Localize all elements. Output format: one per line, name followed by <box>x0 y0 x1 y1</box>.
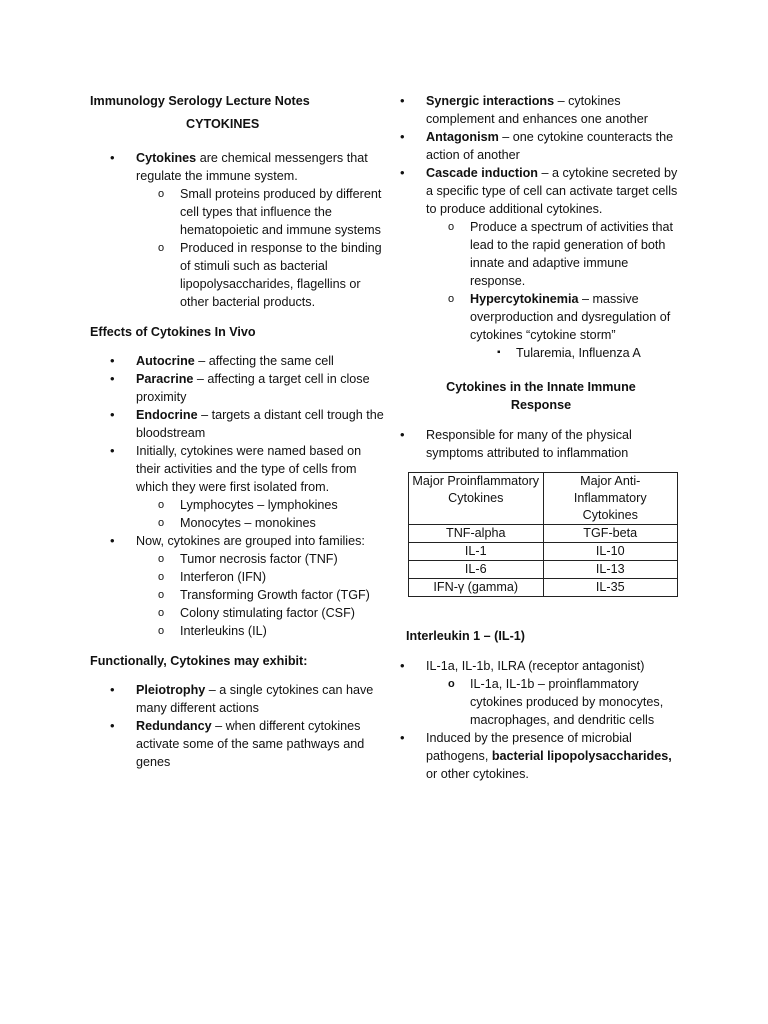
table-header: Major Proinflammatory Cytokines <box>409 473 544 525</box>
bullet-icon: • <box>110 371 115 386</box>
sub-item <box>380 675 686 729</box>
circle-bullet-icon: o <box>158 571 165 583</box>
sub-sub-list <box>470 344 686 362</box>
sub-item <box>90 622 385 640</box>
item-text: Transforming Growth factor (TGF) <box>180 588 370 602</box>
bullet-icon: • <box>110 443 115 458</box>
list-item <box>90 352 385 370</box>
term: Cytokines <box>136 151 197 165</box>
sub-list <box>426 218 686 362</box>
circle-bullet-icon: o <box>448 678 455 690</box>
item-text: Colony stimulating factor (CSF) <box>180 606 355 620</box>
list-item <box>380 92 686 128</box>
item-text: – affecting the same cell <box>194 354 334 368</box>
list-item <box>380 657 686 729</box>
table-cell: TGF-beta <box>543 525 678 543</box>
sub-list <box>136 185 385 311</box>
list-item <box>380 426 686 462</box>
table-cell: IL-13 <box>543 561 678 579</box>
effects-list <box>90 352 385 640</box>
circle-bullet-icon: o <box>448 293 455 305</box>
term: Hypercytokinemia <box>470 292 579 306</box>
list-item <box>90 149 385 311</box>
item-text: – affecting a target cell in close proximity <box>136 372 370 404</box>
bullet-icon: • <box>400 165 405 180</box>
table-header: Major Anti-Inflammatory Cytokines <box>543 473 678 525</box>
list-item <box>380 164 686 362</box>
document-title: Immunology Serology Lecture Notes <box>90 94 310 108</box>
list-item <box>90 370 385 406</box>
list-item <box>90 681 385 717</box>
circle-bullet-icon: o <box>158 517 165 529</box>
term: Endocrine <box>136 408 198 422</box>
item-text: Monocytes – monokines <box>180 516 316 530</box>
bullet-icon: • <box>110 718 115 733</box>
bullet-icon: • <box>110 353 115 368</box>
table-cell: IFN-γ (gamma) <box>409 579 544 597</box>
table-cell: TNF-alpha <box>409 525 544 543</box>
innate-list <box>380 426 686 462</box>
item-text: – a cytokine secreted by a specific type of cell can activate target cells to produce additional cytokines. <box>426 166 678 216</box>
interactions-list <box>380 92 686 362</box>
table-cell: IL-10 <box>543 543 678 561</box>
table-row <box>409 579 678 597</box>
term: Cascade induction <box>426 166 538 180</box>
item-text: Lymphocytes – lymphokines <box>180 498 338 512</box>
sub-item <box>90 586 385 604</box>
circle-bullet-icon: o <box>158 589 165 601</box>
circle-bullet-icon: o <box>158 242 165 254</box>
circle-bullet-icon: o <box>448 221 455 233</box>
table-cell: IL-6 <box>409 561 544 579</box>
list-item <box>380 128 686 164</box>
bullet-icon: • <box>400 129 405 144</box>
item-text: IL-1a, IL-1b – proinflammatory cytokines produced by monocytes, macrophages, and dendritic cells <box>470 677 664 727</box>
bullet-icon: • <box>400 427 405 442</box>
item-text: – targets a distant cell trough the bloodstream <box>136 408 384 440</box>
item-text: Interferon (IFN) <box>180 570 267 584</box>
bullet-icon: • <box>400 730 405 745</box>
innate-heading: Cytokines in the Innate Immune Response <box>446 380 636 412</box>
square-bullet-icon: ▪ <box>497 347 501 358</box>
term: Synergic interactions <box>426 94 555 108</box>
left-column <box>90 92 385 771</box>
functional-heading: Functionally, Cytokines may exhibit: <box>90 654 308 668</box>
item-text: Now, cytokines are grouped into families: <box>136 534 365 548</box>
item-text: Produce a spectrum of activities that lead to the rapid generation of both innate and adaptive immune response. <box>470 220 673 288</box>
list-item <box>380 729 686 783</box>
list-item <box>90 717 385 771</box>
table-header-row <box>409 473 678 525</box>
table-cell: IL-1 <box>409 543 544 561</box>
circle-bullet-icon: o <box>158 607 165 619</box>
list-item <box>90 532 385 640</box>
item-text: – massive overproduction and dysregulation of cytokines “cytokine storm” <box>470 292 671 342</box>
section-title: CYTOKINES <box>186 117 260 131</box>
circle-bullet-icon: o <box>158 553 165 565</box>
item-text: – a single cytokines can have many different actions <box>136 683 374 715</box>
sub-item <box>90 514 385 532</box>
item-text: – when different cytokines activate some of the same pathways and genes <box>136 719 365 769</box>
term: Antagonism <box>426 130 499 144</box>
table-cell: IL-35 <box>543 579 678 597</box>
item-text: are chemical messengers that regulate the immune system. <box>136 151 368 183</box>
term: Pleiotrophy <box>136 683 206 697</box>
item-text: Interleukins (IL) <box>180 624 267 638</box>
sub-sub-item <box>380 344 686 362</box>
sub-item <box>90 185 385 239</box>
sub-item <box>90 568 385 586</box>
effects-heading: Effects of Cytokines In Vivo <box>90 325 256 339</box>
item-text: Small proteins produced by different cell types that influence the hematopoietic and immune systems <box>180 187 382 237</box>
item-text: Produced in response to the binding of stimuli such as bacterial lipopolysaccharides, flagellins or other bacterial products. <box>180 241 382 309</box>
item-text: Induced by the presence of microbial pathogens, <box>426 731 632 763</box>
bullet-icon: • <box>110 150 115 165</box>
list-item <box>90 406 385 442</box>
bullet-icon: • <box>400 93 405 108</box>
table-row <box>409 543 678 561</box>
circle-bullet-icon: o <box>158 625 165 637</box>
item-text: – cytokines complement and enhances one another <box>426 94 648 126</box>
item-text: Tularemia, Influenza A <box>516 346 641 360</box>
item-text: IL-1a, IL-1b, ILRA (receptor antagonist) <box>426 659 645 673</box>
list-item <box>90 442 385 532</box>
sub-item <box>380 290 686 362</box>
item-text: or other cytokines. <box>426 767 529 781</box>
sub-list <box>136 496 385 532</box>
bullet-icon: • <box>110 533 115 548</box>
sub-list <box>136 550 385 640</box>
item-text: Tumor necrosis factor (TNF) <box>180 552 338 566</box>
cytokine-table <box>408 472 678 597</box>
term: bacterial lipopolysaccharides, <box>491 749 672 763</box>
bullet-icon: • <box>110 407 115 422</box>
sub-item <box>90 239 385 311</box>
circle-bullet-icon: o <box>158 188 165 200</box>
bullet-icon: • <box>400 658 405 673</box>
term: Autocrine <box>136 354 195 368</box>
term: Paracrine <box>136 372 194 386</box>
sub-item <box>90 550 385 568</box>
sub-item <box>380 218 686 290</box>
right-column <box>400 92 686 783</box>
il1-list <box>380 657 686 783</box>
table-row <box>409 561 678 579</box>
sub-list <box>426 675 686 729</box>
item-text: Responsible for many of the physical symptoms attributed to inflammation <box>426 428 632 460</box>
term: Redundancy <box>136 719 212 733</box>
item-text: – one cytokine counteracts the action of another <box>426 130 674 162</box>
table-row <box>409 525 678 543</box>
item-text: Initially, cytokines were named based on their activities and the type of cells from which they were first isolated from. <box>136 444 362 494</box>
sub-item <box>90 496 385 514</box>
bullet-icon: • <box>110 682 115 697</box>
intro-list <box>90 149 385 311</box>
circle-bullet-icon: o <box>158 499 165 511</box>
il1-heading: Interleukin 1 – (IL-1) <box>406 629 525 643</box>
sub-item <box>90 604 385 622</box>
functional-list <box>90 681 385 771</box>
